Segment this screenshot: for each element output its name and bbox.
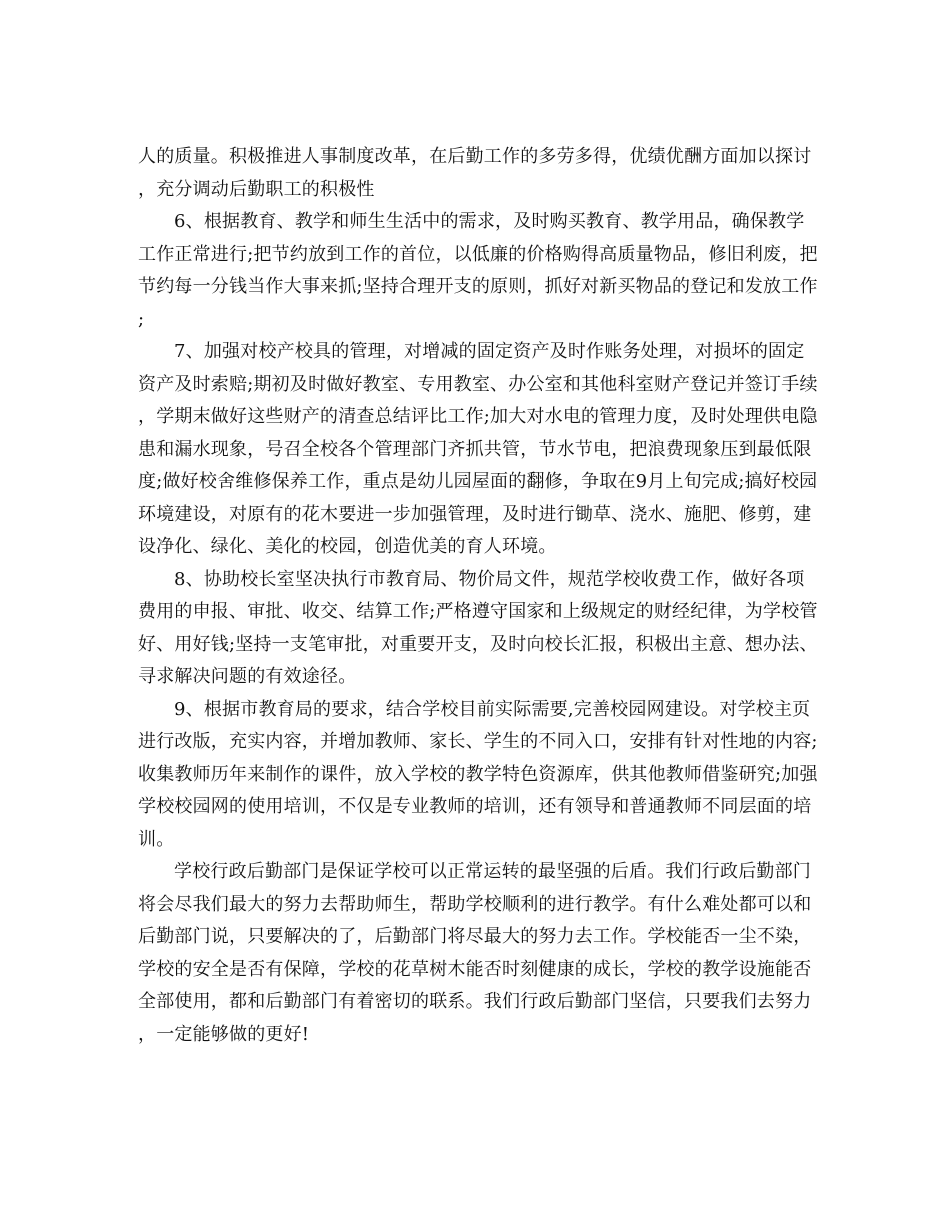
paragraph-item-6: 6、根据教育、教学和师生生活中的需求，及时购买教育、教学用品，确保教学工作正常进行;把节约放到工作的首位，以低廉的价格购得高质量物品，修旧利废，把节约每一分钱当作大事来抓;坚持合理开支的原则，抓好对新买物品的登记和发放工作; xyxy=(138,211,818,330)
document-body xyxy=(138,141,818,1051)
paragraph-item-9: 9、根据市教育局的要求，结合学校目前实际需要,完善校园网建设。对学校主页进行改版，充实内容，并增加教师、家长、学生的不同入口，安排有针对性地的内容;收集教师历年来制作的课件，放入学校的教学特色资源库，供其他教师借鉴研究;加强学校校园网的使用培训，不仅是专业教师的培训，还有领导和普通教师不同层面的培训。 xyxy=(138,698,818,850)
paragraph-item-7: 7、加强对校产校具的管理，对增减的固定资产及时作账务处理，对损坏的固定资产及时索赔;期初及时做好教室、专用教室、办公室和其他科室财产登记并签订手续，学期末做好这些财产的清查总结评比工作;加大对水电的管理力度，及时处理供电隐患和漏水现象，号召全校各个管理部门齐抓共管，节水节电，把浪费现象压到最低限度;做好校舍维修保养工作，重点是幼儿园屋面的翻修，争取在9月上旬完成;搞好校园环境建设，对原有的花木要进一步加强管理，及时进行锄草、浇水、施肥、修剪，建设净化、绿化、美化的校园，创造优美的育人环境。 xyxy=(138,341,818,557)
paragraph-continuation: 人的质量。积极推进人事制度改革，在后勤工作的多劳多得，优绩优酬方面加以探讨，充分调动后勤职工的积极性 xyxy=(138,146,812,200)
paragraph-conclusion: 学校行政后勤部门是保证学校可以正常运转的最坚强的后盾。我们行政后勤部门将会尽我们最大的努力去帮助师生，帮助学校顺利的进行教学。有什么难处都可以和后勤部门说，只要解决的了，后勤部门将尽最大的努力去工作。学校能否一尘不染，学校的安全是否有保障，学校的花草树木能否时刻健康的成长，学校的教学设施能否全部使用，都和后勤部门有着密切的联系。我们行政后勤部门坚信，只要我们去努力，一定能够做的更好! xyxy=(138,861,812,1045)
paragraph-item-8: 8、协助校长室坚决执行市教育局、物价局文件，规范学校收费工作，做好各项费用的申报、审批、收交、结算工作;严格遵守国家和上级规定的财经纪律，为学校管好、用好钱;坚持一支笔审批，对重要开支，及时向校长汇报，积极出主意、想办法、寻求解决问题的有效途径。 xyxy=(138,568,818,687)
